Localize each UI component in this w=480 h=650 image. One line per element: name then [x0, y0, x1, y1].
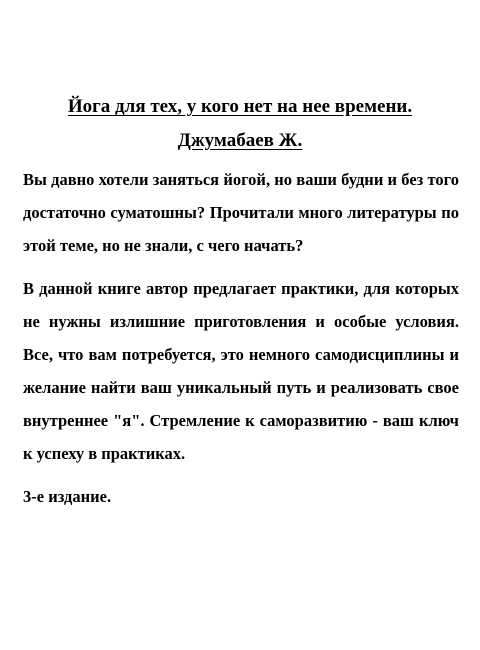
book-author: Джумабаев Ж.	[177, 130, 303, 151]
description-body	[23, 163, 459, 513]
book-author-line	[0, 124, 480, 158]
description-paragraph-1: Вы давно хотели заняться йогой, но ваши будни и без того достаточно суматошны? Прочитали много литературы по этой теме, но не знали, с чего начать?	[23, 170, 459, 255]
description-paragraph-2: В данной книге автор предлагает практики, для которых не нужны излишние приготовления и особые условия. Все, что вам потребуется, это немного самодисциплины и желание найти ваш уникальный путь и реализовать свое внутреннее "я". Стремление к саморазвитию - ваш ключ к успеху в практиках.	[23, 279, 459, 463]
edition-note: 3-е издание.	[23, 487, 112, 506]
title-block	[0, 90, 480, 158]
book-title: Йога для тех, у кого нет на нее времени.	[67, 96, 413, 117]
book-title-line	[0, 90, 480, 124]
